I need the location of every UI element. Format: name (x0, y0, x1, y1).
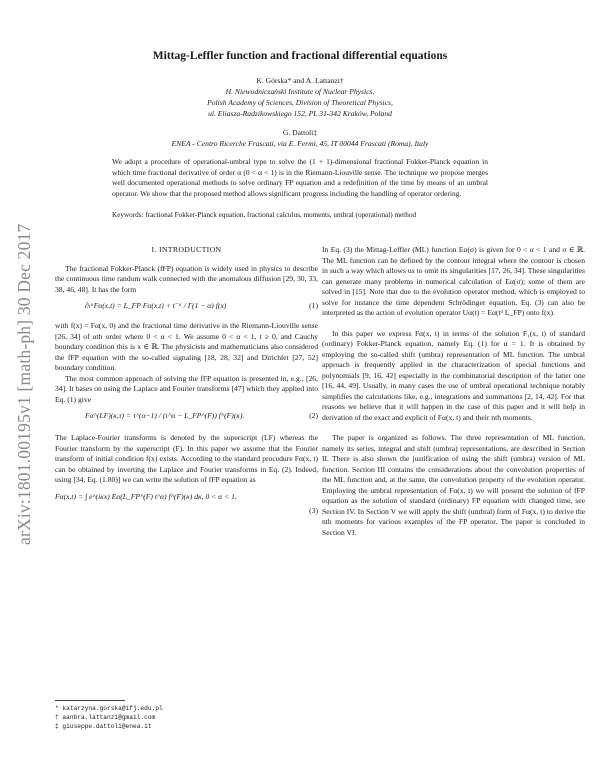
authors-line-1: K. Górska* and A. Lattanzi† (256, 76, 344, 85)
left-column (55, 245, 318, 518)
footnotes (55, 704, 318, 731)
footnote-3: ‡ giuseppe.dattoli@enea.it (55, 723, 152, 730)
footnote-1: * katarzyna.gorska@ifj.edu.pl (55, 705, 163, 712)
intro-paragraph-2: with f(x) = Fα(x, 0) and the fractional time derivative in the Riemann-Liouville sense [26, 34] of αth order where 0 < α < 1. We assume 0 < α < 1, t ≥ 0, and Cauchy boundary condition this is x ∈ ℝ. The physicists and mathematicians also considered the fFP equation with the so-called signaling [18, 28, 32] and Dirichlet [27, 52] boundary condition. (55, 321, 318, 372)
equation-1 (55, 295, 318, 317)
abstract: We adopt a procedure of operational-umbral type to solve the (1 + 1)-dimensional fractional Fokker-Planck equation in which time fractional derivative of order α (0 < α < 1) is in the Riemann-Liouville sense. The technique we propose merges well documented operational methods to solve ordinary FP equation and a redefinition of the time by means of an umbral operator. We show that the proposed method allows significant progress including the handling of operator ordering. (112, 157, 488, 198)
footnote-rule (55, 700, 125, 701)
equation-2 (55, 405, 318, 427)
affiliation-1-line-1: H. Niewodniczański Institute of Nuclear Physics, (225, 87, 375, 96)
equation-2-number: (2) (309, 411, 318, 420)
affiliation-1-line-2: Polish Academy of Sciences, Division of Theoretical Physics, (207, 98, 393, 107)
equation-1-body: ∂ₜᵅFα(x,t) = L_FP Fα(x,t) + t⁻ᵅ / Γ(1 − α) f(x) (85, 301, 227, 310)
equation-3 (55, 486, 318, 518)
equation-3-number: (3) (309, 505, 318, 515)
right-column (322, 245, 585, 538)
equation-1-number: (1) (309, 301, 318, 310)
right-paragraph-1: In Eq. (3) the Mittag-Leffler (ML) function Eα(σ) is given for 0 < α < 1 and σ ∈ ℝ. The ML function can be defined by the contour integral where the contour is chosen in such a way which allows us to omit its singularities [17, 26, 34]. These singularities can generate many problems in numerical calculation of Eα(σ); some of them are solved in [15]. Note that due to the evolution operator method, which is employed to solve for instance the time dependent Schrödinger equation, Eq. (3) can also be interpreted as the action of evolution operator Uα(t) = Eα(tᵅ L_FP) onto f(x). (322, 245, 585, 317)
arxiv-stamp: arXiv:1801.00195v1 [math-ph] 30 Dec 2017 (14, 223, 34, 545)
equation-2-body: Fα^(LF)(κ,τ) = τ^(α−1) / (τ^α − L_FP^(F)) f^(F)(κ). (85, 411, 245, 420)
right-paragraph-2: In this paper we express Fα(x, t) in terms of the solution F₁(x, t) of standard (ordinary) Fokker-Planck equation, namely Eq. (1) for α = 1. It is obtained by employing the so-called shift (umbra) representation of ML function. The umbral approach is frequently applied in the characterization of special functions and polynomials [9, 16, 42] especially in the combinatorial description of the latter one [16, 44, 49]. Usually, in many cases the use of umbral operational technique notably simplifies the calculations like, e.g., integrations and summations [2, 14, 42]. For that reasons we believe that it will happen in the case of this paper and it will help in derivation of the exact and explicit of Fα(x, t) and their nth moments. (322, 328, 585, 422)
equation-3-body: Fα(x,t) = ∫ e^(iκx) Eα(L_FP^(F) t^α) f^(F)(κ) dκ, 0 < α < 1. (55, 491, 237, 501)
affiliation-1-line-3: ul. Eliasza-Radzikowskiego 152, PL 31-342 Kraków, Poland (208, 109, 392, 118)
authors-line-2: G. Dattoli‡ (282, 128, 318, 137)
section-heading-introduction: I. INTRODUCTION (151, 245, 222, 254)
affiliation-2: ENEA - Centro Ricerche Frascati, via E. Fermi, 45, IT 00044 Frascati (Roma), Italy (171, 139, 429, 148)
footnote-2: † aanbra.lattanzi@gmail.com (55, 714, 156, 721)
right-paragraph-3: The paper is organized as follows. The three representation of ML function, namely its series, integral and shift (umbra) representations, are described in Section II. There is also shown the justification of using the shift (umbra) version of ML function. Section III contains the considerations about the convolution properties of the ML function and, at the same, the convolution property of the evolution operator. Employing the umbral representation of Fα(x, t) we will present the solution of fFP equation as the solution of standard (ordinary) FP equation with changed time, see Section IV. In Section V we will apply the shift (umbral) form of Fα(x, t) to derive the nth moments for various examples of the FP operator. The paper is concluded in Section VI. (322, 433, 585, 537)
intro-paragraph-3: The most common approach of solving the fFP equation is presented in, e.g., [26, 34]. It bases on using the Laplace and Fourier transforms [47] which they applied into Eq. (1) give (55, 373, 318, 404)
intro-paragraph-4: The Laplace-Fourier transforms is denoted by the superscript (LF) whereas the Fourier transform by the superscript (F). In this paper we assume that the Fourier transform of initial condition f(x) exists. According to the standard procedure Fα(x, t) can be obtained by inverting the Laplace and Fourier transforms in Eq. (2). Indeed, using [34, Eq. (1.80)] we can write the solution of fFP equation as (55, 433, 318, 484)
intro-paragraph-1: The fractional Fokker-Planck (fFP) equation is widely used in physics to describe the continuous time random walk connected with the anomalous diffusion [29, 30, 33, 38, 46, 48]. It has the form (55, 263, 318, 294)
keywords: Keywords: fractional Fokker-Planck equation, fractional calculus, moments, umbral (operational) method (112, 211, 417, 219)
paper-title: Mittag-Leffler function and fractional differential equations (152, 50, 448, 62)
